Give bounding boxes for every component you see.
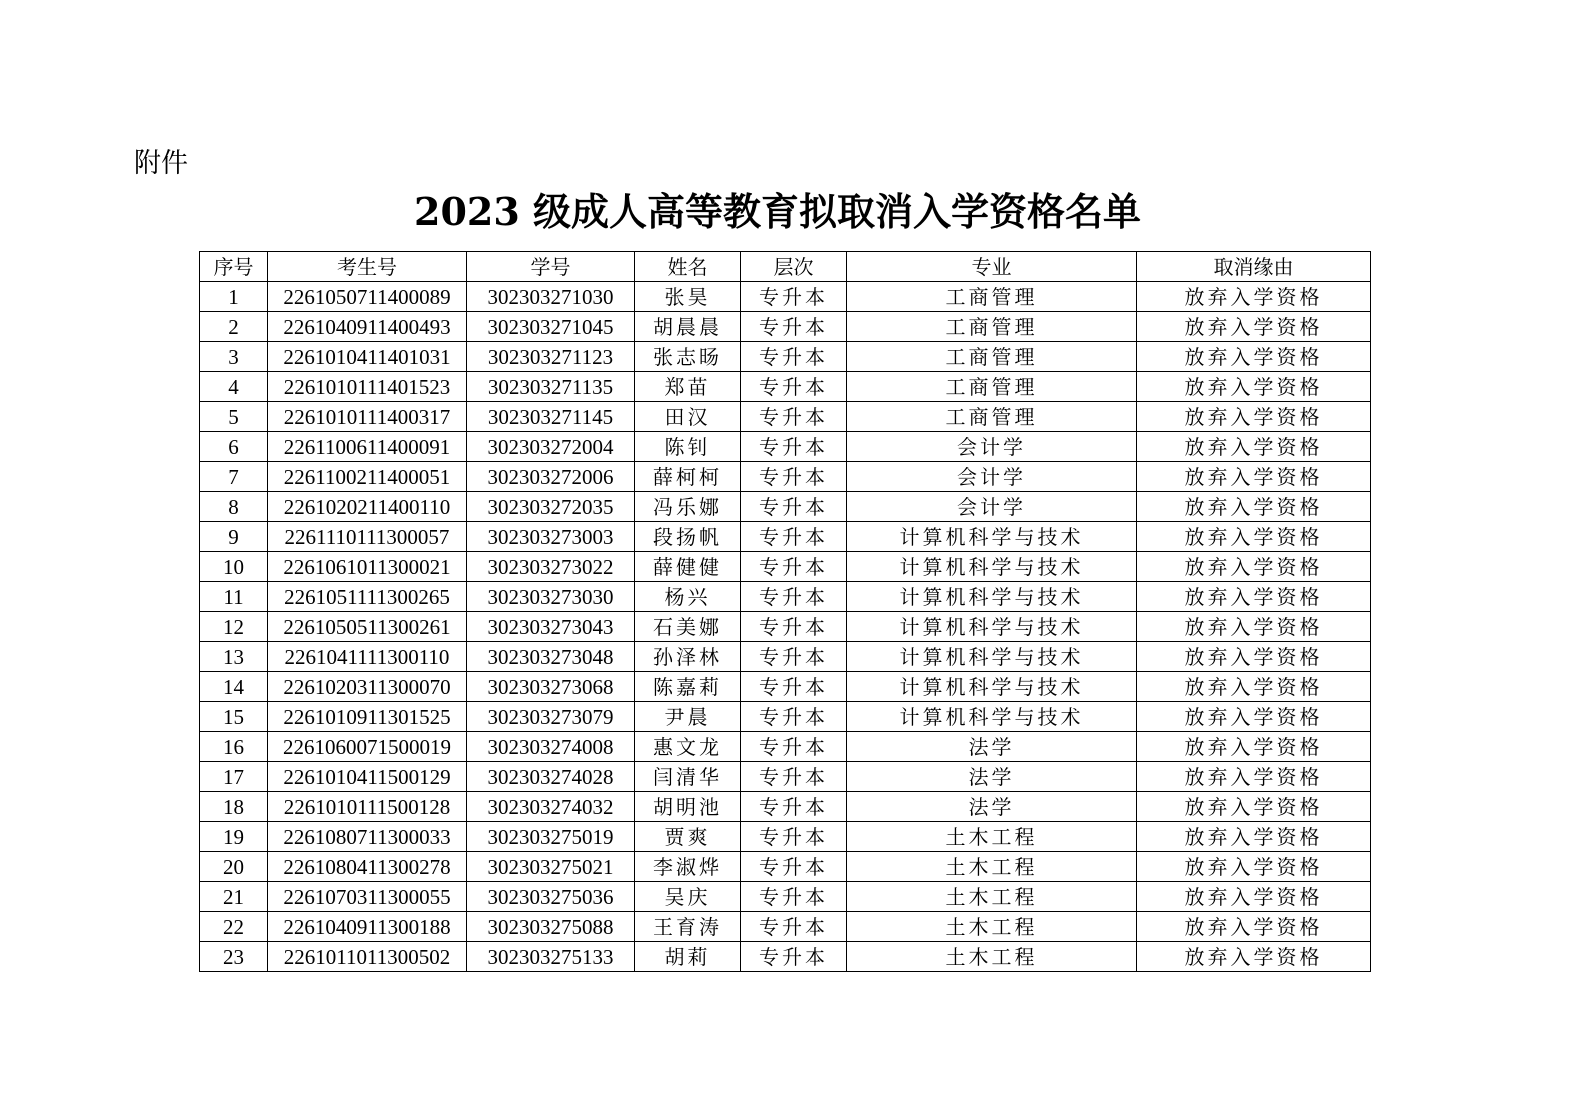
cell-level: 专升本	[741, 552, 847, 582]
cell-name: 段扬帆	[635, 522, 741, 552]
cell-name: 陈钊	[635, 432, 741, 462]
cell-student-id: 302303275133	[467, 942, 635, 972]
cell-major: 计算机科学与技术	[847, 612, 1137, 642]
cell-index: 7	[200, 462, 268, 492]
table-row	[200, 912, 1371, 942]
cell-major: 计算机科学与技术	[847, 702, 1137, 732]
table-row	[200, 312, 1371, 342]
cell-reason: 放弃入学资格	[1137, 582, 1371, 612]
cell-student-id: 302303273030	[467, 582, 635, 612]
cell-exam-number: 2261051111300265	[268, 582, 467, 612]
cell-student-id: 302303272006	[467, 462, 635, 492]
cell-major: 工商管理	[847, 282, 1137, 312]
cell-major: 土木工程	[847, 852, 1137, 882]
cell-reason: 放弃入学资格	[1137, 492, 1371, 522]
cell-index: 14	[200, 672, 268, 702]
cell-major: 计算机科学与技术	[847, 642, 1137, 672]
cell-name: 张昊	[635, 282, 741, 312]
cell-major: 工商管理	[847, 402, 1137, 432]
table-row	[200, 552, 1371, 582]
cell-level: 专升本	[741, 642, 847, 672]
table-row	[200, 582, 1371, 612]
cell-name: 薛健健	[635, 552, 741, 582]
cell-student-id: 302303274028	[467, 762, 635, 792]
cell-level: 专升本	[741, 342, 847, 372]
cell-reason: 放弃入学资格	[1137, 342, 1371, 372]
cell-reason: 放弃入学资格	[1137, 672, 1371, 702]
cell-level: 专升本	[741, 852, 847, 882]
cell-major: 会计学	[847, 492, 1137, 522]
cell-exam-number: 2261100211400051	[268, 462, 467, 492]
cell-name: 李淑烨	[635, 852, 741, 882]
cell-reason: 放弃入学资格	[1137, 702, 1371, 732]
cell-level: 专升本	[741, 402, 847, 432]
cell-name: 胡晨晨	[635, 312, 741, 342]
cell-exam-number: 2261060071500019	[268, 732, 467, 762]
cell-student-id: 302303271135	[467, 372, 635, 402]
cell-student-id: 302303271045	[467, 312, 635, 342]
cell-exam-number: 2261061011300021	[268, 552, 467, 582]
cell-major: 工商管理	[847, 342, 1137, 372]
attachment-label: 附件	[134, 148, 188, 179]
column-header-level: 层次	[741, 252, 847, 282]
cell-level: 专升本	[741, 822, 847, 852]
cell-level: 专升本	[741, 732, 847, 762]
cell-reason: 放弃入学资格	[1137, 762, 1371, 792]
cell-index: 13	[200, 642, 268, 672]
column-header-index: 序号	[200, 252, 268, 282]
cell-exam-number: 2261070311300055	[268, 882, 467, 912]
cell-name: 冯乐娜	[635, 492, 741, 522]
cell-major: 计算机科学与技术	[847, 552, 1137, 582]
cell-major: 土木工程	[847, 882, 1137, 912]
cell-index: 15	[200, 702, 268, 732]
cell-name: 薛柯柯	[635, 462, 741, 492]
cell-major: 计算机科学与技术	[847, 582, 1137, 612]
cell-index: 8	[200, 492, 268, 522]
cell-student-id: 302303274008	[467, 732, 635, 762]
cell-exam-number: 2261080711300033	[268, 822, 467, 852]
cell-level: 专升本	[741, 912, 847, 942]
table-row	[200, 282, 1371, 312]
cell-reason: 放弃入学资格	[1137, 732, 1371, 762]
cell-reason: 放弃入学资格	[1137, 462, 1371, 492]
cell-name: 石美娜	[635, 612, 741, 642]
cell-student-id: 302303273068	[467, 672, 635, 702]
table-row	[200, 702, 1371, 732]
cell-reason: 放弃入学资格	[1137, 432, 1371, 462]
cell-reason: 放弃入学资格	[1137, 822, 1371, 852]
cell-exam-number: 2261011011300502	[268, 942, 467, 972]
table-row	[200, 732, 1371, 762]
cell-level: 专升本	[741, 462, 847, 492]
table-row	[200, 642, 1371, 672]
cell-student-id: 302303273043	[467, 612, 635, 642]
cell-exam-number: 2261010411500129	[268, 762, 467, 792]
table-row	[200, 432, 1371, 462]
cell-exam-number: 2261040911300188	[268, 912, 467, 942]
cell-exam-number: 2261040911400493	[268, 312, 467, 342]
cell-name: 孙泽林	[635, 642, 741, 672]
cell-reason: 放弃入学资格	[1137, 402, 1371, 432]
cell-level: 专升本	[741, 282, 847, 312]
roster-table	[199, 251, 1371, 972]
cell-student-id: 302303273003	[467, 522, 635, 552]
cell-name: 张志旸	[635, 342, 741, 372]
table-row	[200, 792, 1371, 822]
table-row	[200, 402, 1371, 432]
document-title: 2023 级成人高等教育拟取消入学资格名单	[414, 189, 1141, 234]
cell-exam-number: 2261010111401523	[268, 372, 467, 402]
cell-student-id: 302303271030	[467, 282, 635, 312]
cell-student-id: 302303272004	[467, 432, 635, 462]
cell-exam-number: 2261041111300110	[268, 642, 467, 672]
cell-major: 土木工程	[847, 912, 1137, 942]
cell-reason: 放弃入学资格	[1137, 372, 1371, 402]
cell-index: 4	[200, 372, 268, 402]
cell-level: 专升本	[741, 792, 847, 822]
cell-exam-number: 2261020311300070	[268, 672, 467, 702]
cell-name: 王育涛	[635, 912, 741, 942]
cell-index: 17	[200, 762, 268, 792]
cell-exam-number: 2261110111300057	[268, 522, 467, 552]
cell-name: 吴庆	[635, 882, 741, 912]
cell-major: 工商管理	[847, 312, 1137, 342]
cell-index: 19	[200, 822, 268, 852]
cell-major: 会计学	[847, 462, 1137, 492]
cell-exam-number: 2261050511300261	[268, 612, 467, 642]
column-header-name: 姓名	[635, 252, 741, 282]
cell-exam-number: 2261050711400089	[268, 282, 467, 312]
table-body	[200, 282, 1371, 972]
cell-index: 21	[200, 882, 268, 912]
cell-index: 1	[200, 282, 268, 312]
cell-major: 法学	[847, 732, 1137, 762]
cell-major: 会计学	[847, 432, 1137, 462]
cell-reason: 放弃入学资格	[1137, 552, 1371, 582]
column-header-reason: 取消缘由	[1137, 252, 1371, 282]
table-row	[200, 672, 1371, 702]
cell-reason: 放弃入学资格	[1137, 312, 1371, 342]
cell-level: 专升本	[741, 372, 847, 402]
table-row	[200, 612, 1371, 642]
cell-name: 田汉	[635, 402, 741, 432]
cell-exam-number: 2261010111400317	[268, 402, 467, 432]
cell-name: 胡莉	[635, 942, 741, 972]
cell-major: 工商管理	[847, 372, 1137, 402]
cell-level: 专升本	[741, 762, 847, 792]
cell-level: 专升本	[741, 582, 847, 612]
cell-major: 土木工程	[847, 822, 1137, 852]
cell-exam-number: 2261010111500128	[268, 792, 467, 822]
table-row	[200, 372, 1371, 402]
cell-index: 2	[200, 312, 268, 342]
column-header-major: 专业	[847, 252, 1137, 282]
table-row	[200, 492, 1371, 522]
cell-student-id: 302303271145	[467, 402, 635, 432]
cell-exam-number: 2261010911301525	[268, 702, 467, 732]
table-row	[200, 882, 1371, 912]
table-row	[200, 762, 1371, 792]
cell-major: 法学	[847, 762, 1137, 792]
table-header-row	[200, 252, 1371, 282]
cell-level: 专升本	[741, 672, 847, 702]
cell-level: 专升本	[741, 882, 847, 912]
cell-student-id: 302303273022	[467, 552, 635, 582]
cell-student-id: 302303273048	[467, 642, 635, 672]
cell-exam-number: 2261010411401031	[268, 342, 467, 372]
cell-index: 23	[200, 942, 268, 972]
cell-index: 12	[200, 612, 268, 642]
cell-name: 胡明池	[635, 792, 741, 822]
cell-name: 郑苗	[635, 372, 741, 402]
cell-student-id: 302303275088	[467, 912, 635, 942]
cell-student-id: 302303273079	[467, 702, 635, 732]
cell-name: 陈嘉莉	[635, 672, 741, 702]
cell-index: 20	[200, 852, 268, 882]
cell-level: 专升本	[741, 612, 847, 642]
table-row	[200, 522, 1371, 552]
cell-index: 10	[200, 552, 268, 582]
cell-index: 16	[200, 732, 268, 762]
cell-major: 土木工程	[847, 942, 1137, 972]
table-row	[200, 342, 1371, 372]
cell-student-id: 302303272035	[467, 492, 635, 522]
table-row	[200, 852, 1371, 882]
cell-index: 18	[200, 792, 268, 822]
cell-student-id: 302303275021	[467, 852, 635, 882]
cell-exam-number: 2261100611400091	[268, 432, 467, 462]
cell-student-id: 302303271123	[467, 342, 635, 372]
cell-major: 计算机科学与技术	[847, 672, 1137, 702]
cell-name: 杨兴	[635, 582, 741, 612]
cell-level: 专升本	[741, 492, 847, 522]
cell-reason: 放弃入学资格	[1137, 522, 1371, 552]
cell-reason: 放弃入学资格	[1137, 882, 1371, 912]
table-row	[200, 822, 1371, 852]
cell-index: 3	[200, 342, 268, 372]
table-row	[200, 462, 1371, 492]
cell-student-id: 302303274032	[467, 792, 635, 822]
cell-level: 专升本	[741, 312, 847, 342]
cell-name: 闫清华	[635, 762, 741, 792]
cell-reason: 放弃入学资格	[1137, 852, 1371, 882]
cell-reason: 放弃入学资格	[1137, 912, 1371, 942]
cell-reason: 放弃入学资格	[1137, 642, 1371, 672]
cell-index: 22	[200, 912, 268, 942]
cell-name: 贾爽	[635, 822, 741, 852]
cell-student-id: 302303275036	[467, 882, 635, 912]
cell-major: 计算机科学与技术	[847, 522, 1137, 552]
cell-name: 尹晨	[635, 702, 741, 732]
cell-reason: 放弃入学资格	[1137, 792, 1371, 822]
column-header-student-id: 学号	[467, 252, 635, 282]
cell-index: 5	[200, 402, 268, 432]
cell-level: 专升本	[741, 942, 847, 972]
cell-reason: 放弃入学资格	[1137, 942, 1371, 972]
cell-exam-number: 2261080411300278	[268, 852, 467, 882]
cell-student-id: 302303275019	[467, 822, 635, 852]
cell-index: 11	[200, 582, 268, 612]
cell-level: 专升本	[741, 432, 847, 462]
cell-name: 惠文龙	[635, 732, 741, 762]
cell-exam-number: 2261020211400110	[268, 492, 467, 522]
cell-reason: 放弃入学资格	[1137, 282, 1371, 312]
cell-index: 6	[200, 432, 268, 462]
cell-reason: 放弃入学资格	[1137, 612, 1371, 642]
cell-level: 专升本	[741, 702, 847, 732]
cell-major: 法学	[847, 792, 1137, 822]
table-row	[200, 942, 1371, 972]
cell-index: 9	[200, 522, 268, 552]
cell-level: 专升本	[741, 522, 847, 552]
column-header-exam-number: 考生号	[268, 252, 467, 282]
